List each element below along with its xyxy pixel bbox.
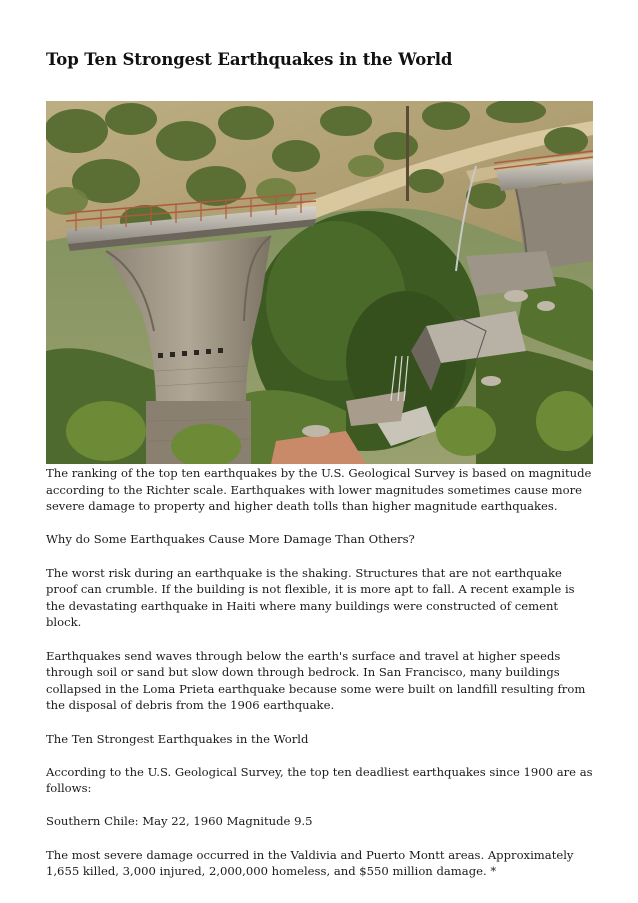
article-body xyxy=(46,465,594,896)
paragraph-heading-damage: Why do Some Earthquakes Cause More Damage Than Others? xyxy=(46,532,415,547)
paragraph-chile-heading: Southern Chile: May 22, 1960 Magnitude 9.5 xyxy=(46,814,313,829)
paragraph-intro: The ranking of the top ten earthquakes by the U.S. Geological Survey is based on magnitude according to the Richter scale. Earthquakes with lower magnitudes sometimes cause more severe damage to property and higher death tolls than higher magnitude earthquakes. xyxy=(46,466,592,514)
paragraph-shaking: The worst risk during an earthquake is the shaking. Structures that are not earthquake proof can crumble. If the building is not flexible, it is more apt to fall. A recent example is the devastating earthquake in Haiti where many buildings were constructed of cement block. xyxy=(46,565,575,630)
paragraph-usgs: According to the U.S. Geological Survey, the top ten deadliest earthquakes since 1900 are as follows: xyxy=(46,764,593,796)
collapsed-bridge-photo xyxy=(46,101,593,464)
paragraph-waves: Earthquakes send waves through below the earth's surface and travel at higher speeds through soil or sand but slow down through bedrock. In San Francisco, many buildings collapsed in the Loma Prieta earthquake because some were built on landfill resulting from the disposal of debris from the 1906 earthquake. xyxy=(46,648,586,713)
paragraph-chile-detail: The most severe damage occurred in the Valdivia and Puerto Montt areas. Approximately 1,655 killed, 3,000 injured, 2,000,000 homeless, and $550 million damage. * xyxy=(46,847,574,879)
page-title: Top Ten Strongest Earthquakes in the World xyxy=(46,50,453,69)
paragraph-heading-ten: The Ten Strongest Earthquakes in the World xyxy=(46,731,309,746)
